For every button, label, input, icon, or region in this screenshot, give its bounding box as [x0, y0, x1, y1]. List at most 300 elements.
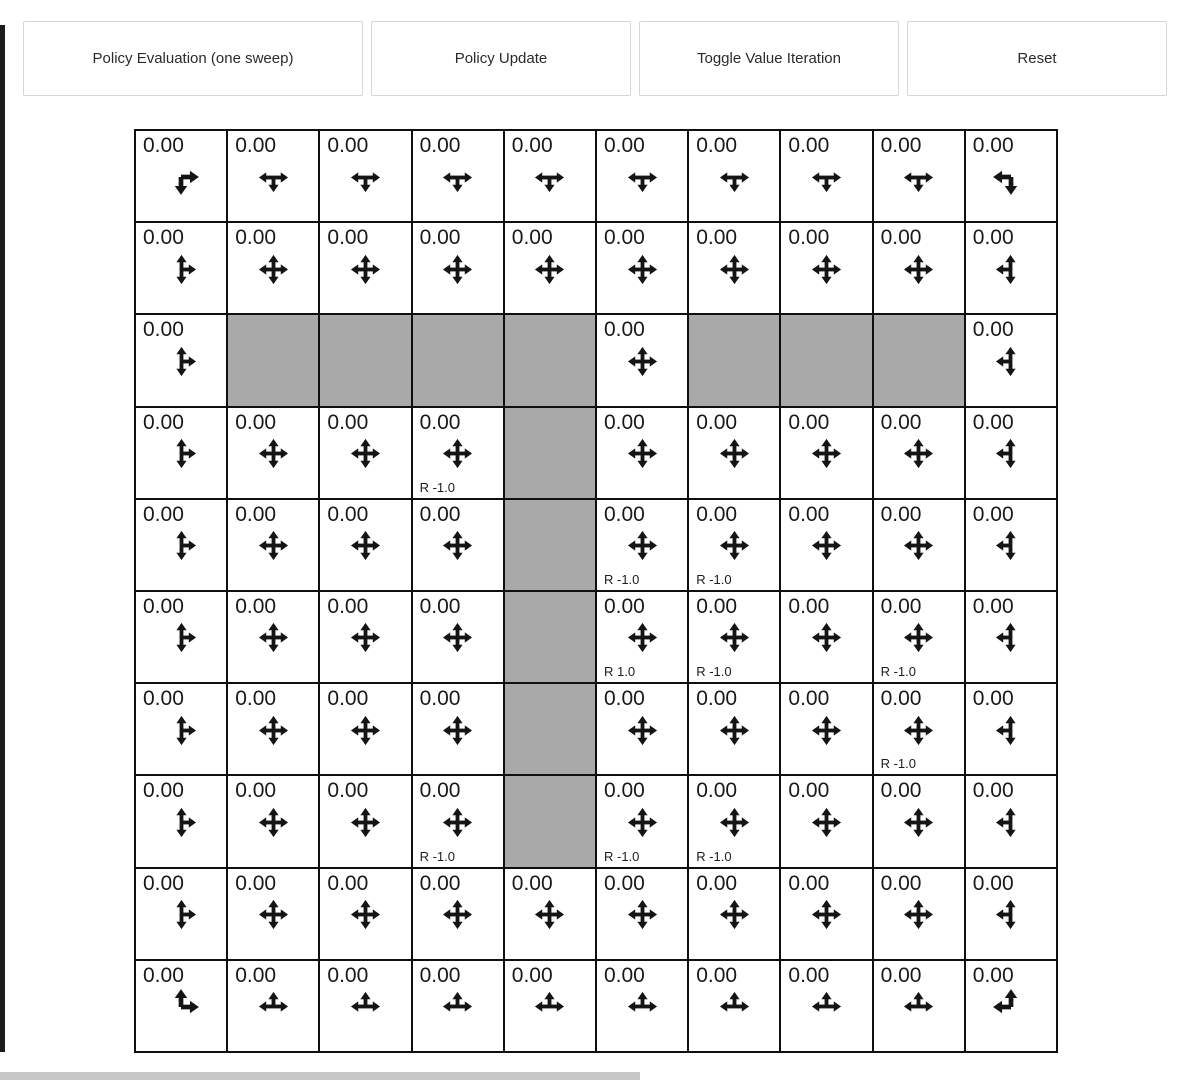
policy-arrows: [597, 526, 687, 566]
policy-arrows: [228, 526, 318, 566]
policy-arrows: [874, 249, 964, 289]
grid-state-cell[interactable]: [227, 960, 319, 1052]
toggle-value-iteration-button[interactable]: Toggle Value Iteration: [639, 21, 899, 96]
policy-arrows: [781, 895, 871, 935]
state-value: 0.00: [696, 226, 738, 250]
grid-state-cell[interactable]: [780, 683, 872, 775]
grid-state-cell[interactable]: [135, 868, 227, 960]
policy-arrows: [966, 895, 1056, 935]
policy-arrows-icon: [627, 807, 658, 838]
state-value: 0.00: [972, 963, 1014, 987]
state-value: 0.00: [788, 226, 830, 250]
policy-arrows-icon: [350, 438, 381, 469]
policy-arrows: [874, 895, 964, 935]
grid-state-cell[interactable]: [688, 775, 780, 867]
policy-arrows-icon: [627, 715, 658, 746]
grid-state-cell[interactable]: [965, 683, 1057, 775]
policy-arrows: [136, 341, 226, 381]
state-value: 0.00: [603, 594, 645, 618]
policy-arrows: [136, 249, 226, 289]
grid-state-cell[interactable]: [873, 499, 965, 591]
policy-arrows: [597, 895, 687, 935]
policy-arrows-icon: [442, 899, 473, 930]
policy-arrows-icon: [442, 438, 473, 469]
grid-state-cell[interactable]: [135, 499, 227, 591]
policy-arrows: [136, 618, 226, 658]
grid-wall-cell: [412, 314, 504, 406]
policy-arrows-icon: [903, 438, 934, 469]
policy-arrows: [320, 249, 410, 289]
policy-arrows-icon: [442, 807, 473, 838]
policy-arrows-icon: [166, 346, 197, 377]
policy-arrows-icon: [442, 162, 473, 193]
grid-state-cell[interactable]: [504, 222, 596, 314]
policy-arrows-icon: [442, 530, 473, 561]
grid-state-cell[interactable]: [688, 499, 780, 591]
policy-arrows: [689, 987, 779, 1027]
toolbar: [23, 21, 1167, 96]
grid-state-cell[interactable]: [965, 868, 1057, 960]
policy-update-button[interactable]: Policy Update: [371, 21, 631, 96]
grid-state-cell[interactable]: [780, 775, 872, 867]
state-value: 0.00: [143, 502, 184, 526]
policy-arrows: [874, 710, 964, 750]
state-value: 0.00: [143, 318, 184, 342]
policy-arrows: [228, 434, 318, 474]
grid-state-cell[interactable]: [780, 591, 872, 683]
grid-state-cell[interactable]: [227, 775, 319, 867]
policy-arrows-icon: [166, 807, 197, 838]
grid-state-cell[interactable]: [412, 130, 504, 222]
policy-arrows: [597, 618, 687, 658]
grid-state-cell[interactable]: [873, 775, 965, 867]
grid-state-cell[interactable]: [965, 775, 1057, 867]
state-value: 0.00: [603, 963, 645, 987]
policy-arrows-icon: [811, 991, 842, 1022]
grid-state-cell[interactable]: [965, 222, 1057, 314]
policy-arrows: [966, 434, 1056, 474]
policy-arrows-icon: [258, 438, 289, 469]
state-value: 0.00: [972, 871, 1014, 895]
grid-state-cell[interactable]: [780, 222, 872, 314]
policy-arrows-icon: [719, 991, 750, 1022]
policy-arrows: [136, 710, 226, 750]
grid-state-cell[interactable]: [596, 960, 688, 1052]
grid-state-cell[interactable]: [780, 960, 872, 1052]
policy-arrows-icon: [719, 438, 750, 469]
policy-arrows-icon: [627, 346, 658, 377]
grid-state-cell[interactable]: [135, 960, 227, 1052]
grid-state-cell[interactable]: [319, 775, 411, 867]
state-value: 0.00: [235, 410, 277, 434]
policy-arrows: [597, 341, 687, 381]
grid-state-cell[interactable]: [965, 499, 1057, 591]
state-value: 0.00: [696, 779, 738, 803]
grid-state-cell[interactable]: [227, 868, 319, 960]
policy-arrows-icon: [442, 715, 473, 746]
state-value: 0.00: [143, 410, 184, 434]
policy-arrows: [505, 895, 595, 935]
grid-state-cell[interactable]: [412, 775, 504, 867]
grid-state-cell[interactable]: [319, 683, 411, 775]
policy-arrows-icon: [627, 438, 658, 469]
grid-state-cell[interactable]: [688, 222, 780, 314]
state-value: 0.00: [972, 134, 1014, 157]
policy-arrows: [320, 157, 410, 197]
state-value: 0.00: [972, 502, 1014, 526]
policy-arrows-icon: [442, 254, 473, 285]
state-value: 0.00: [788, 134, 830, 157]
policy-arrows: [413, 526, 503, 566]
policy-arrows-icon: [258, 162, 289, 193]
policy-arrows-icon: [903, 162, 934, 193]
policy-arrows-icon: [350, 807, 381, 838]
grid-state-cell[interactable]: [412, 960, 504, 1052]
policy-arrows-icon: [534, 162, 565, 193]
policy-arrows: [136, 987, 226, 1027]
policy-arrows-icon: [995, 622, 1026, 653]
grid-wall-cell: [227, 314, 319, 406]
grid-state-cell[interactable]: [135, 222, 227, 314]
policy-arrows-icon: [995, 899, 1026, 930]
policy-arrows-icon: [258, 807, 289, 838]
grid-state-cell[interactable]: [412, 499, 504, 591]
policy-arrows: [320, 895, 410, 935]
grid-state-cell[interactable]: [412, 222, 504, 314]
state-value: 0.00: [235, 963, 277, 987]
policy-arrows: [966, 526, 1056, 566]
grid-state-cell[interactable]: [965, 960, 1057, 1052]
state-value: 0.00: [327, 410, 369, 434]
policy-arrows: [689, 157, 779, 197]
policy-arrows-icon: [166, 715, 197, 746]
grid-state-cell[interactable]: [596, 591, 688, 683]
policy-arrows: [597, 434, 687, 474]
policy-arrows: [228, 618, 318, 658]
grid-state-cell[interactable]: [135, 314, 227, 406]
state-value: 0.00: [603, 410, 645, 434]
policy-arrows: [413, 802, 503, 842]
state-value: 0.00: [788, 594, 830, 618]
policy-arrows-icon: [627, 530, 658, 561]
policy-arrows-icon: [350, 715, 381, 746]
grid-state-cell[interactable]: [227, 499, 319, 591]
policy-arrows-icon: [903, 807, 934, 838]
reward-label: R -1.0: [880, 664, 916, 680]
state-value: 0.00: [143, 871, 184, 895]
state-value: 0.00: [972, 318, 1014, 342]
policy-arrows: [228, 802, 318, 842]
grid-state-cell[interactable]: [596, 407, 688, 499]
grid-state-cell[interactable]: [965, 591, 1057, 683]
state-value: 0.00: [327, 687, 369, 711]
grid-state-cell[interactable]: [319, 407, 411, 499]
policy-arrows: [597, 802, 687, 842]
state-value: 0.00: [511, 134, 553, 157]
state-value: 0.00: [972, 594, 1014, 618]
grid-wall-cell: [504, 683, 596, 775]
grid-state-cell[interactable]: [688, 407, 780, 499]
policy-arrows: [597, 987, 687, 1027]
state-value: 0.00: [972, 779, 1014, 803]
policy-arrows: [781, 802, 871, 842]
reward-label: R -1.0: [696, 664, 732, 680]
policy-arrows: [136, 802, 226, 842]
grid-state-cell[interactable]: [135, 775, 227, 867]
policy-arrows-icon: [166, 254, 197, 285]
grid-state-cell[interactable]: [135, 130, 227, 222]
grid-state-cell[interactable]: [227, 222, 319, 314]
policy-arrows-icon: [627, 991, 658, 1022]
policy-arrows-icon: [719, 807, 750, 838]
state-value: 0.00: [696, 687, 738, 711]
grid-state-cell[interactable]: [688, 591, 780, 683]
state-value: 0.00: [419, 871, 461, 895]
reward-label: R -1.0: [696, 571, 732, 587]
policy-arrows-icon: [719, 254, 750, 285]
grid-state-cell[interactable]: [227, 407, 319, 499]
policy-arrows: [966, 710, 1056, 750]
policy-arrows: [320, 526, 410, 566]
state-value: 0.00: [327, 226, 369, 250]
policy-arrows: [320, 802, 410, 842]
policy-arrows-icon: [350, 530, 381, 561]
policy-arrows-icon: [166, 622, 197, 653]
policy-arrows: [320, 434, 410, 474]
policy-arrows: [874, 157, 964, 197]
policy-arrows: [781, 710, 871, 750]
policy-evaluation-button[interactable]: Policy Evaluation (one sweep): [23, 21, 363, 96]
state-value: 0.00: [880, 871, 922, 895]
grid-state-cell[interactable]: [319, 130, 411, 222]
policy-arrows-icon: [719, 622, 750, 653]
state-value: 0.00: [603, 871, 645, 895]
policy-arrows: [228, 987, 318, 1027]
state-value: 0.00: [143, 134, 184, 157]
grid-state-cell[interactable]: [873, 868, 965, 960]
policy-arrows-icon: [995, 530, 1026, 561]
policy-arrows: [689, 802, 779, 842]
state-value: 0.00: [880, 134, 922, 157]
policy-arrows-icon: [995, 438, 1026, 469]
policy-arrows-icon: [811, 530, 842, 561]
policy-arrows: [320, 618, 410, 658]
policy-arrows: [874, 434, 964, 474]
grid-state-cell[interactable]: [596, 130, 688, 222]
state-value: 0.00: [143, 594, 184, 618]
grid-state-cell[interactable]: [780, 868, 872, 960]
grid-state-cell[interactable]: [596, 868, 688, 960]
policy-arrows: [689, 434, 779, 474]
policy-arrows-icon: [719, 530, 750, 561]
grid-state-cell[interactable]: [596, 222, 688, 314]
grid-wall-cell: [319, 314, 411, 406]
policy-arrows-icon: [719, 899, 750, 930]
grid-state-cell[interactable]: [319, 868, 411, 960]
policy-arrows-icon: [811, 715, 842, 746]
grid-state-cell[interactable]: [780, 130, 872, 222]
policy-arrows: [505, 987, 595, 1027]
policy-arrows: [505, 157, 595, 197]
policy-arrows: [413, 434, 503, 474]
policy-arrows-icon: [162, 158, 200, 196]
grid-wall-cell: [688, 314, 780, 406]
state-value: 0.00: [880, 594, 922, 618]
grid-state-cell[interactable]: [873, 960, 965, 1052]
policy-arrows: [228, 710, 318, 750]
policy-arrows-icon: [534, 254, 565, 285]
grid-state-cell[interactable]: [412, 591, 504, 683]
policy-arrows: [320, 987, 410, 1027]
policy-arrows: [597, 157, 687, 197]
state-value: 0.00: [880, 687, 922, 711]
policy-arrows-icon: [350, 991, 381, 1022]
state-value: 0.00: [788, 410, 830, 434]
policy-arrows: [413, 618, 503, 658]
grid-state-cell[interactable]: [596, 683, 688, 775]
grid-state-cell[interactable]: [412, 407, 504, 499]
policy-arrows: [689, 618, 779, 658]
state-value: 0.00: [327, 502, 369, 526]
grid-state-cell[interactable]: [873, 407, 965, 499]
state-value: 0.00: [419, 594, 461, 618]
state-value: 0.00: [419, 687, 461, 711]
grid-state-cell[interactable]: [412, 868, 504, 960]
grid-state-cell[interactable]: [873, 591, 965, 683]
policy-arrows: [689, 249, 779, 289]
state-value: 0.00: [235, 594, 277, 618]
reward-label: R -1.0: [603, 848, 640, 864]
grid-state-cell[interactable]: [227, 130, 319, 222]
policy-arrows-icon: [811, 438, 842, 469]
grid-state-cell[interactable]: [135, 591, 227, 683]
grid-wall-cell: [504, 499, 596, 591]
policy-arrows: [136, 157, 226, 197]
grid-state-cell[interactable]: [688, 960, 780, 1052]
policy-arrows: [228, 249, 318, 289]
state-value: 0.00: [788, 502, 830, 526]
state-value: 0.00: [788, 963, 830, 987]
policy-arrows: [874, 526, 964, 566]
state-value: 0.00: [603, 502, 645, 526]
state-value: 0.00: [696, 410, 738, 434]
state-value: 0.00: [603, 134, 645, 157]
policy-arrows: [505, 249, 595, 289]
state-value: 0.00: [603, 779, 645, 803]
policy-arrows: [228, 895, 318, 935]
policy-arrows-icon: [442, 991, 473, 1022]
policy-arrows-icon: [995, 807, 1026, 838]
policy-arrows-icon: [995, 715, 1026, 746]
state-value: 0.00: [696, 963, 738, 987]
reward-label: R -1.0: [696, 848, 732, 864]
grid-state-cell[interactable]: [780, 407, 872, 499]
screen-edge-artifact-bottom: [0, 1072, 640, 1080]
policy-arrows-icon: [627, 622, 658, 653]
state-value: 0.00: [235, 134, 277, 157]
screen-edge-artifact-left: [0, 25, 5, 1052]
grid-wall-cell: [504, 314, 596, 406]
policy-arrows: [413, 987, 503, 1027]
state-value: 0.00: [788, 779, 830, 803]
policy-arrows-icon: [995, 254, 1026, 285]
state-value: 0.00: [143, 226, 184, 250]
state-value: 0.00: [143, 779, 184, 803]
state-value: 0.00: [972, 410, 1014, 434]
policy-arrows-icon: [992, 988, 1030, 1026]
policy-arrows-icon: [719, 715, 750, 746]
state-value: 0.00: [327, 134, 369, 157]
grid-state-cell[interactable]: [504, 130, 596, 222]
grid-state-cell[interactable]: [227, 683, 319, 775]
grid-state-cell[interactable]: [873, 222, 965, 314]
state-value: 0.00: [419, 502, 461, 526]
state-value: 0.00: [235, 779, 277, 803]
grid-state-cell[interactable]: [596, 314, 688, 406]
grid-state-cell[interactable]: [596, 499, 688, 591]
policy-arrows-icon: [627, 899, 658, 930]
state-value: 0.00: [419, 410, 461, 434]
policy-arrows-icon: [162, 988, 200, 1026]
state-value: 0.00: [143, 687, 184, 711]
policy-arrows-icon: [258, 991, 289, 1022]
grid-state-cell[interactable]: [319, 591, 411, 683]
policy-arrows-icon: [166, 899, 197, 930]
grid-state-cell[interactable]: [780, 499, 872, 591]
policy-arrows-icon: [350, 254, 381, 285]
policy-arrows-icon: [627, 162, 658, 193]
reward-label: R -1.0: [880, 756, 916, 772]
grid-state-cell[interactable]: [319, 222, 411, 314]
state-value: 0.00: [603, 226, 645, 250]
policy-arrows-icon: [442, 622, 473, 653]
policy-arrows-icon: [811, 807, 842, 838]
grid-state-cell[interactable]: [319, 960, 411, 1052]
state-value: 0.00: [696, 134, 738, 157]
policy-arrows: [874, 987, 964, 1027]
grid-state-cell[interactable]: [227, 591, 319, 683]
grid-state-cell[interactable]: [412, 683, 504, 775]
grid-state-cell[interactable]: [504, 868, 596, 960]
grid-state-cell[interactable]: [965, 130, 1057, 222]
grid-state-cell[interactable]: [688, 683, 780, 775]
state-value: 0.00: [511, 871, 553, 895]
policy-arrows-icon: [166, 530, 197, 561]
grid-state-cell[interactable]: [135, 683, 227, 775]
grid-state-cell[interactable]: [319, 499, 411, 591]
state-value: 0.00: [788, 687, 830, 711]
grid-state-cell[interactable]: [135, 407, 227, 499]
policy-arrows-icon: [903, 530, 934, 561]
grid-state-cell[interactable]: [596, 775, 688, 867]
reset-button[interactable]: Reset: [907, 21, 1167, 96]
grid-state-cell[interactable]: [688, 130, 780, 222]
policy-arrows: [320, 710, 410, 750]
grid-state-cell[interactable]: [873, 683, 965, 775]
policy-arrows-icon: [903, 622, 934, 653]
policy-arrows-icon: [811, 622, 842, 653]
policy-arrows-icon: [992, 158, 1030, 196]
grid-state-cell[interactable]: [688, 868, 780, 960]
policy-arrows: [874, 618, 964, 658]
grid-state-cell[interactable]: [873, 130, 965, 222]
policy-arrows-icon: [627, 254, 658, 285]
grid-state-cell[interactable]: [965, 407, 1057, 499]
grid-state-cell[interactable]: [965, 314, 1057, 406]
grid-state-cell[interactable]: [504, 960, 596, 1052]
state-value: 0.00: [880, 779, 922, 803]
policy-arrows: [874, 802, 964, 842]
